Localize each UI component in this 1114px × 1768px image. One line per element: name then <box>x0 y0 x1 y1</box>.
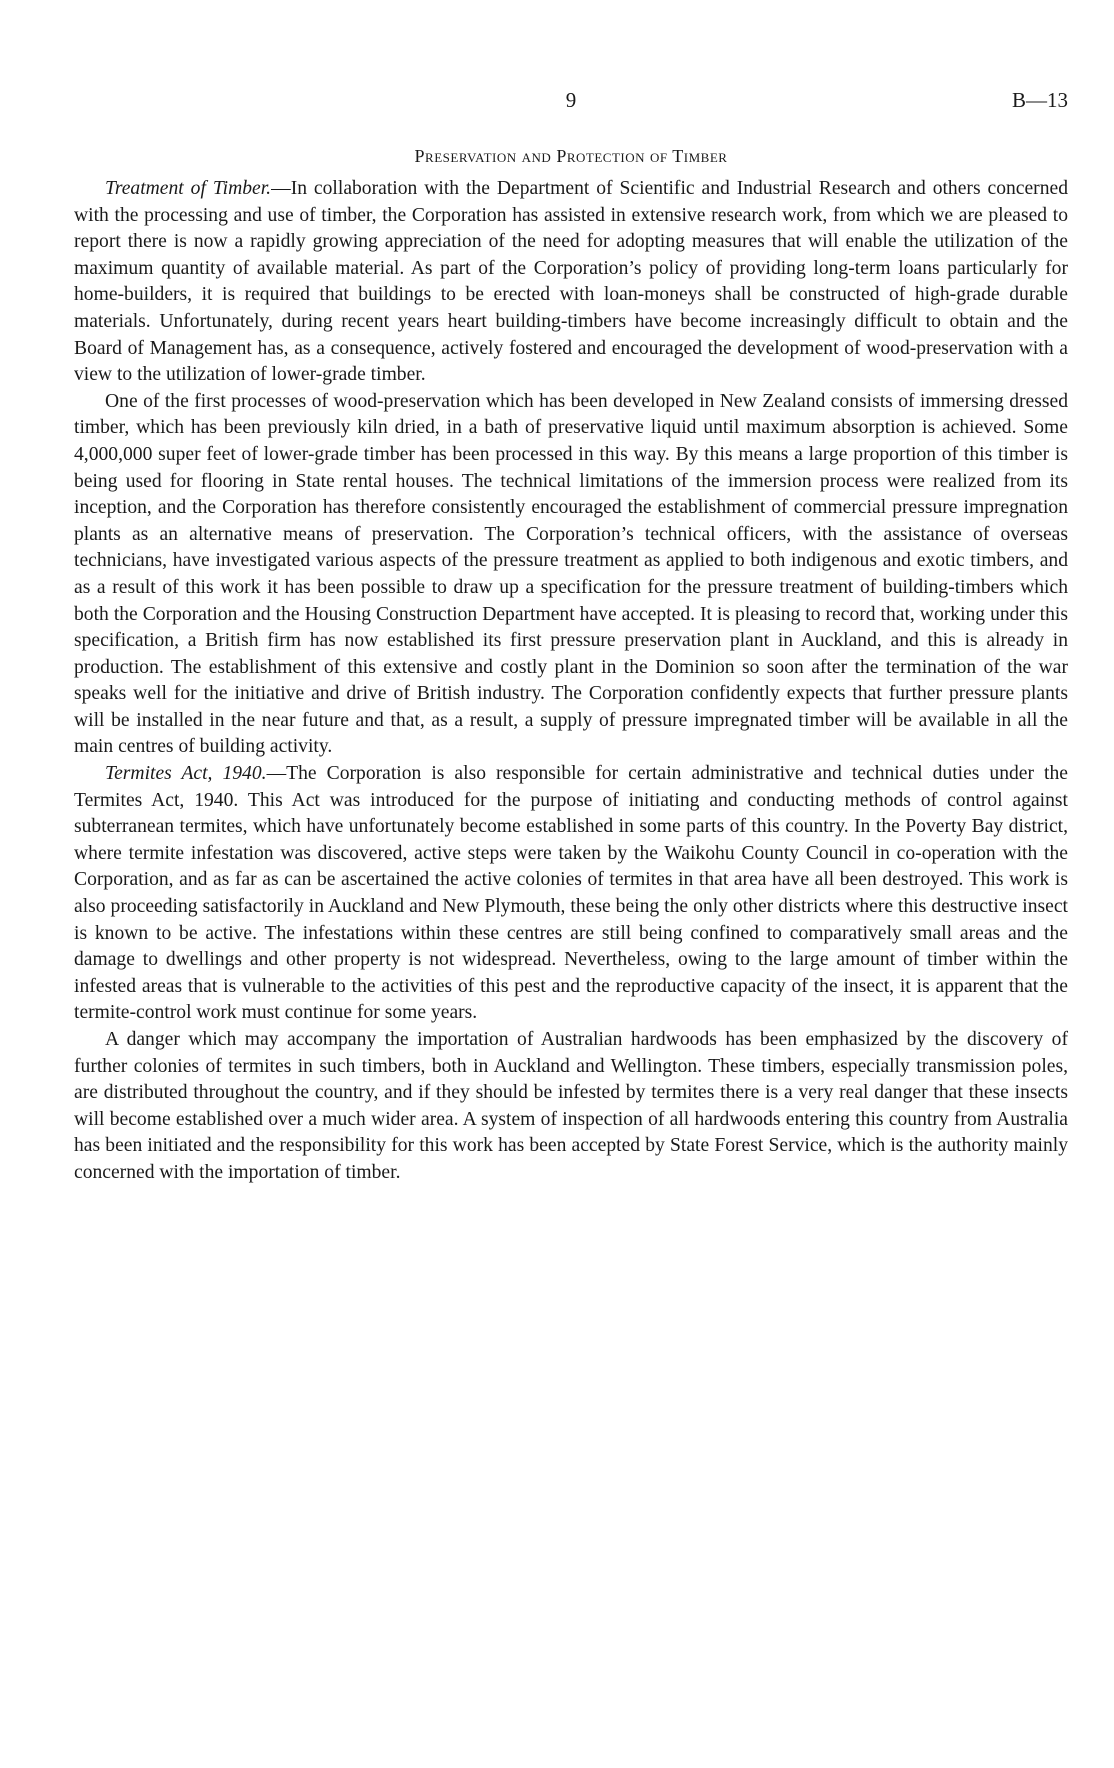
paragraph-australian-hardwoods <box>74 1027 1068 1187</box>
document-reference: B—13 <box>1011 88 1068 112</box>
section-title: Preservation and Protection of Timber <box>414 146 728 166</box>
paragraph-heading: Termites Act, 1940. <box>105 763 267 785</box>
paragraph-text: One of the first processes of wood-preservation which has been developed in New Zealand consists of immersing dressed timber, which has been previously kiln dried, in a bath of preservative liquid until maximum absorption is achieved. Some 4,000,000 super feet of lower-grade timber has been processed in this way. By this means a large proportion of this timber is being used for flooring in State rental houses. The technical limitations of the immersion process were realized from its inception, and the Corporation has therefore consistently encouraged the establishment of commercial pressure impregnation plants as an alternative means of preservation. The Corporation’s technical officers, with the assistance of overseas technicians, have investigated various aspects of the pressure treatment as applied to both indigenous and exotic timbers, and as a result of this work it has been possible to draw up a specification for the pressure treatment of building-timbers which both the Corporation and the Housing Construction Department have accepted. It is pleasing to record that, working under this specification, a British firm has now established its first pressure preservation plant in Auckland, and this is already in production. The establishment of this extensive and costly plant in the Dominion so soon after the termination of the war speaks well for the initiative and drive of British industry. The Corporation confidently expects that further pressure plants will be installed in the near future and that, as a result, a supply of pressure impregnated timber will be available in all the main centres of building activity. <box>74 390 1068 758</box>
document-page <box>74 0 1068 1768</box>
body-text <box>74 176 1068 1187</box>
paragraph-heading: Treatment of Timber. <box>105 178 272 199</box>
paragraph-text: —In collaboration with the Department of Scientific and Industrial Research and others concerned with the processing and use of timber, the Corporation has assisted in extensive research work, from which we are pleased to report there is now a rapidly growing appreciation of the need for adopting measures that will enable the utilization of the maximum quantity of available material. As part of the Corporation’s policy of providing long-term loans particularly for home-builders, it is required that buildings to be erected with loan-moneys shall be constructed of high-grade durable materials. Unfortunately, during recent years heart building-timbers have become increasingly difficult to obtain and the Board of Management has, as a consequence, actively fostered and encouraged the development of wood-preservation with a view to the utilization of lower-grade timber. <box>74 178 1068 386</box>
paragraph-text: —The Corporation is also responsible for certain administrative and technical duties under the Termites Act, 1940. This Act was introduced for the purpose of initiating and conducting methods of control against subterranean termites, which have unfortunately become established in some parts of this country. In the Poverty Bay district, where termite infestation was discovered, active steps were taken by the Waikohu County Council in co-operation with the Corporation, and as far as can be ascertained the active colonies of termites in that area have all been destroyed. This work is also proceeding satisfactorily in Auckland and New Plymouth, these being the only other districts where this destructive insect is known to be active. The infestations within these centres are still being confined to comparatively small areas and the damage to dwellings and other property is not widespread. Nevertheless, owing to the large amount of timber within the infested areas that is vulnerable to the activities of this pest and the reproductive capacity of the insect, it is apparent that the termite-control work must continue for some years. <box>74 763 1068 1024</box>
paragraph-termites-act <box>74 761 1068 1027</box>
paragraph-treatment-of-timber <box>74 176 1068 389</box>
paragraph-wood-preservation <box>74 389 1068 761</box>
paragraph-text: A danger which may accompany the importation of Australian hardwoods has been emphasized by the discovery of further colonies of termites in such timbers, both in Auckland and Wellington. These timbers, especially transmission poles, are distributed throughout the country, and if they should be infested by termites there is a very real danger that these insects will become established over a much wider area. A system of inspection of all hardwoods entering this country from Australia has been initiated and the responsibility for this work has been accepted by State Forest Service, which is the authority mainly concerned with the importation of timber. <box>74 1029 1068 1183</box>
page-number: 9 <box>565 88 577 112</box>
page-header <box>74 88 1068 118</box>
